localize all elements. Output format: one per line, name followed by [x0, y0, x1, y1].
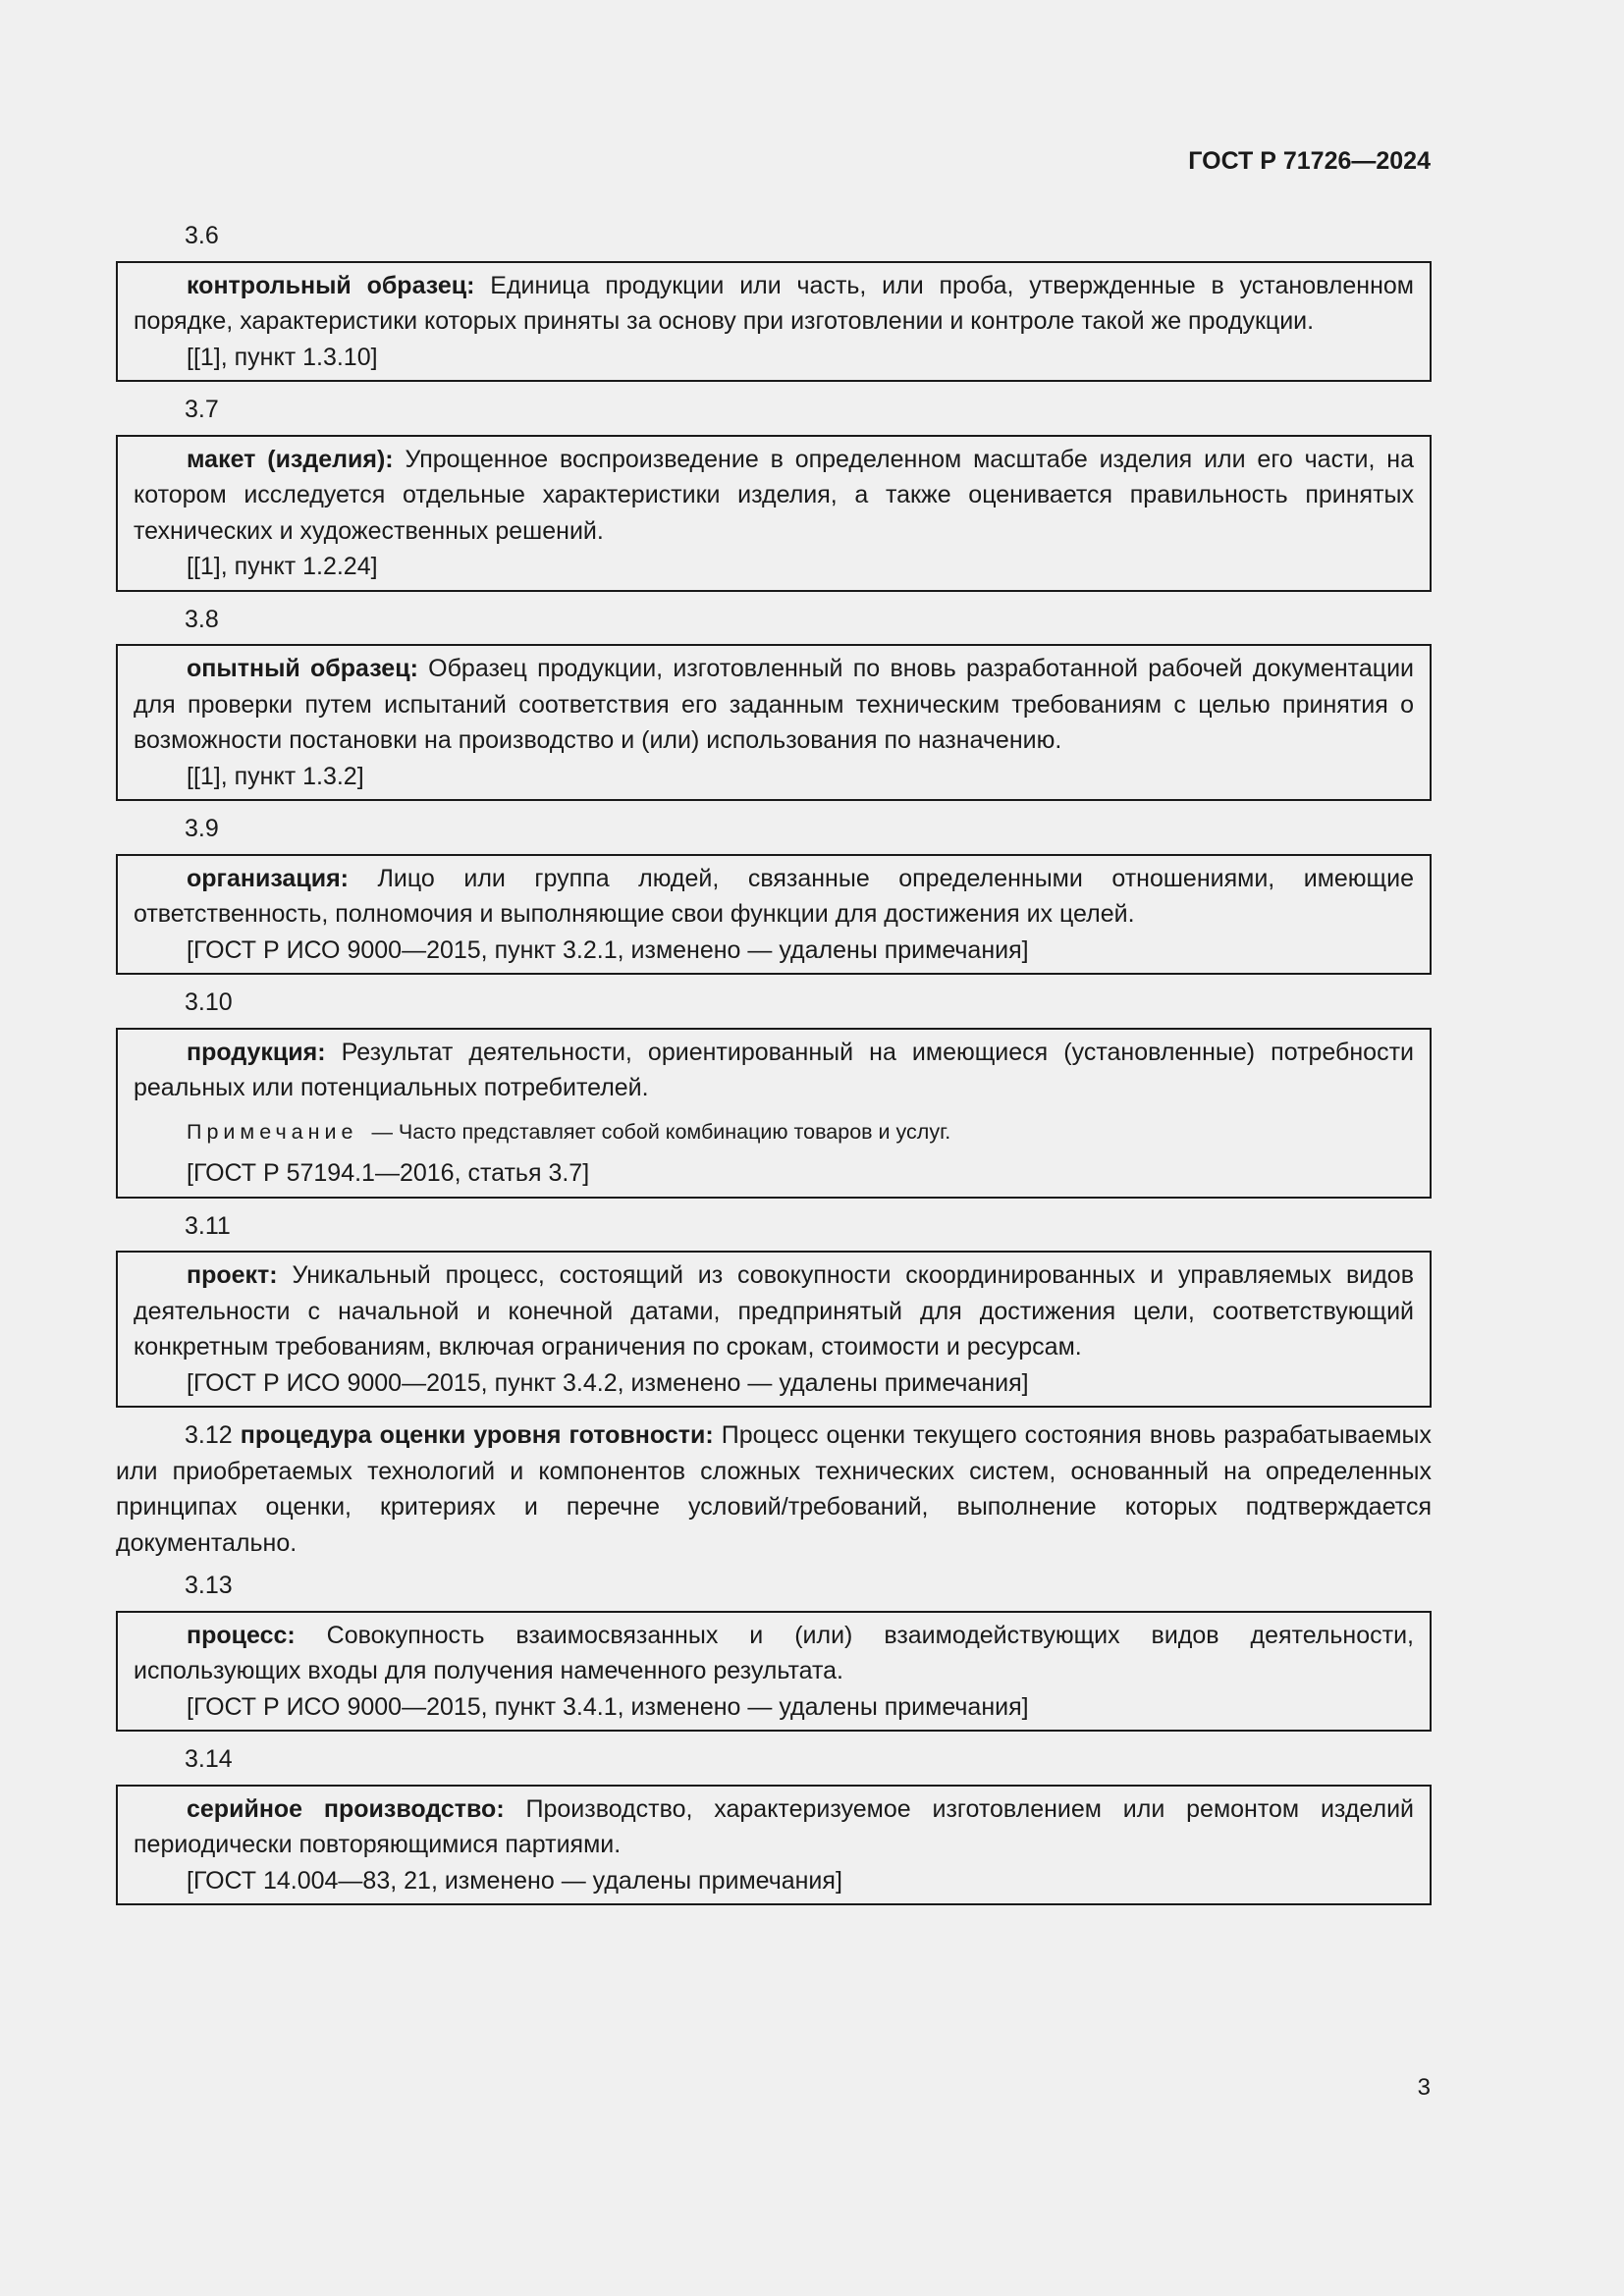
term-name: опытный образец:	[187, 655, 418, 682]
page-number: 3	[1417, 2074, 1431, 2101]
term-number: 3.8	[185, 605, 219, 633]
term-source: [ГОСТ 14.004—83, 21, изменено — удалены примечания]	[187, 1866, 842, 1895]
term-source: [[1], пункт 1.3.2]	[187, 762, 364, 790]
term-name: серийное производство:	[187, 1794, 505, 1823]
term-number: 3.13	[185, 1572, 233, 1599]
term-number: 3.14	[185, 1745, 233, 1773]
term-box	[116, 1251, 1432, 1408]
term-number: 3.11	[185, 1211, 231, 1240]
term-box	[116, 854, 1432, 976]
term-name: макет (изделия):	[187, 445, 394, 473]
term-box	[116, 644, 1432, 801]
term-box	[116, 1611, 1432, 1733]
term-name: контрольный образец:	[187, 271, 475, 299]
term-source: [ГОСТ Р ИСО 9000—2015, пункт 3.4.1, изменено — удалены примечания]	[187, 1692, 1029, 1721]
term-number: 3.9	[185, 815, 219, 842]
term-paragraph	[116, 1417, 1432, 1561]
term-definition: Производство, характеризуемое изготовлением или ремонтом изделий периодически повторяющимися партиями.	[134, 1794, 1414, 1858]
note-label: Примечание	[187, 1119, 358, 1144]
term-box	[116, 1785, 1432, 1906]
term-note	[134, 1114, 1414, 1150]
term-box	[116, 261, 1432, 383]
term-source: [[1], пункт 1.3.10]	[187, 343, 378, 371]
term-definition: Процесс оценки текущего состояния вновь разрабатываемых или приобретаемых технологий и компонентов сложных технических систем, основанный на определенных принципах оценки, критериях и перечне условий/требований, выполнение которых подтверждается документально.	[116, 1421, 1433, 1557]
term-definition: Результат деятельности, ориентированный на имеющиеся (установленные) потребности реальных или потенциальных потребителей.	[134, 1038, 1414, 1101]
term-source: [ГОСТ Р 57194.1—2016, статья 3.7]	[187, 1159, 590, 1187]
term-definition: Образец продукции, изготовленный по вновь разработанной рабочей документации для проверки путем испытаний соответствия его заданным техническим требованиям с целью принятия о возможности постановки на производство и (или) использования по назначению.	[134, 655, 1414, 754]
term-definition: Единица продукции или часть, или проба, утвержденные в установленном порядке, характеристики которых приняты за основу при изготовлении и контроле такой же продукции.	[134, 271, 1414, 335]
terms-content	[116, 218, 1432, 1915]
term-number: 3.12	[185, 1421, 233, 1449]
term-definition: Совокупность взаимосвязанных и (или) взаимодействующих видов деятельности, использующих входы для получения намеченного результата.	[134, 1621, 1414, 1684]
term-name: процесс:	[187, 1621, 296, 1649]
term-definition: Упрощенное воспроизведение в определенном масштабе изделия или его части, на котором исследуется отдельные характеристики изделия, а также оценивается правильность принятых технических и художественных решений.	[134, 445, 1414, 545]
term-definition: Лицо или группа людей, связанные определенными отношениями, имеющие ответственность, полномочия и выполняющие свои функции для достижения их целей.	[134, 864, 1414, 928]
term-source: [ГОСТ Р ИСО 9000—2015, пункт 3.2.1, изменено — удалены примечания]	[187, 935, 1029, 964]
term-number: 3.7	[185, 396, 219, 423]
term-definition: Уникальный процесс, состоящий из совокупности скоординированных и управляемых видов деятельности с начальной и конечной датами, предпринятый для достижения цели, соответствующий конкретным требованиям, включая ограничения по срокам, стоимости и ресурсам.	[134, 1261, 1414, 1361]
term-name: продукция:	[187, 1038, 326, 1066]
term-source: [[1], пункт 1.2.24]	[187, 553, 378, 580]
term-number: 3.6	[185, 222, 219, 249]
term-name: организация:	[187, 864, 349, 892]
term-box	[116, 435, 1432, 592]
note-text: — Часто представляет собой комбинацию товаров и услуг.	[371, 1119, 951, 1144]
term-box	[116, 1028, 1432, 1199]
term-number: 3.10	[185, 988, 233, 1016]
term-name: процедура оценки уровня готовности:	[240, 1421, 714, 1449]
standard-code: ГОСТ Р 71726—2024	[1188, 147, 1431, 175]
term-source: [ГОСТ Р ИСО 9000—2015, пункт 3.4.2, изменено — удалены примечания]	[187, 1368, 1029, 1397]
term-name: проект:	[187, 1261, 278, 1289]
